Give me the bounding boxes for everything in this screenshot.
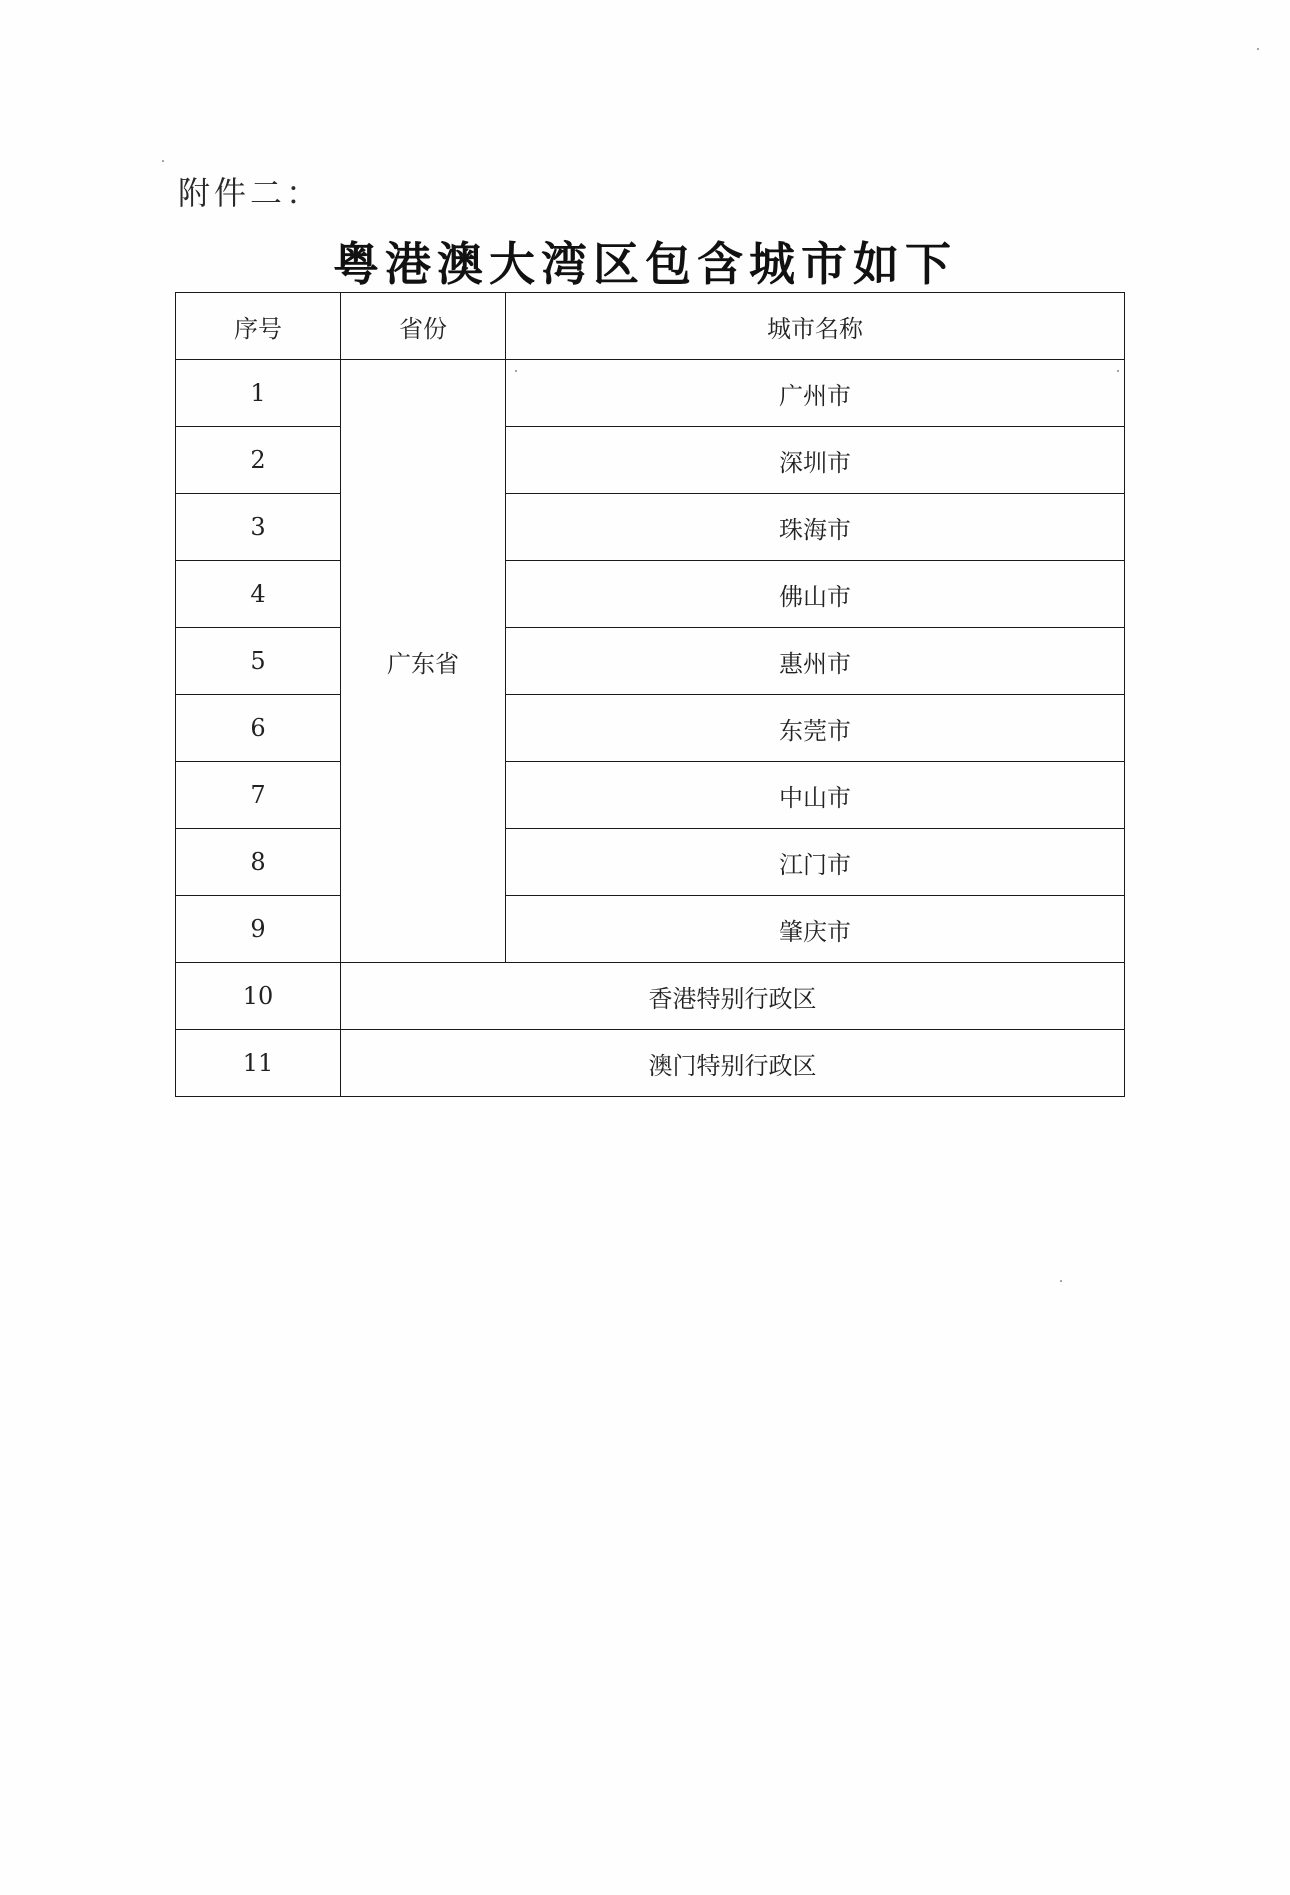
row-seq: 4 [176,561,341,628]
row-seq: 3 [176,494,341,561]
row-seq: 6 [176,695,341,762]
row-seq: 5 [176,628,341,695]
city-table [175,292,1125,1097]
row-seq: 8 [176,829,341,896]
table-row [176,963,1125,1030]
row-city: 江门市 [506,829,1125,896]
row-city: 深圳市 [506,427,1125,494]
row-region: 香港特别行政区 [341,963,1125,1030]
row-seq: 9 [176,896,341,963]
scan-speck [162,160,164,162]
row-city: 中山市 [506,762,1125,829]
table-row [176,1030,1125,1097]
row-city: 肇庆市 [506,896,1125,963]
row-seq: 1 [176,360,341,427]
province-cell: 广东省 [341,360,506,963]
row-seq: 11 [176,1030,341,1097]
document-title: 粤港澳大湾区包含城市如下 [333,237,957,291]
scan-speck [1117,370,1119,372]
table-row [176,695,1125,762]
table-row [176,628,1125,695]
header-city: 城市名称 [506,293,1125,360]
row-seq: 7 [176,762,341,829]
row-city: 惠州市 [506,628,1125,695]
row-region: 澳门特别行政区 [341,1030,1125,1097]
row-city: 佛山市 [506,561,1125,628]
row-city: 广州市 [506,360,1125,427]
scan-speck [1257,48,1259,50]
row-city: 东莞市 [506,695,1125,762]
table-row [176,494,1125,561]
row-city: 珠海市 [506,494,1125,561]
attachment-label: 附件二： [178,174,323,212]
row-seq: 10 [176,963,341,1030]
row-seq: 2 [176,427,341,494]
scan-speck [1060,1280,1062,1282]
table-header-row [176,293,1125,360]
table-row [176,360,1125,427]
table-row [176,561,1125,628]
scan-speck [515,370,517,372]
table-row [176,427,1125,494]
table-row [176,762,1125,829]
header-province: 省份 [341,293,506,360]
table-row [176,896,1125,963]
header-seq: 序号 [176,293,341,360]
table-row [176,829,1125,896]
